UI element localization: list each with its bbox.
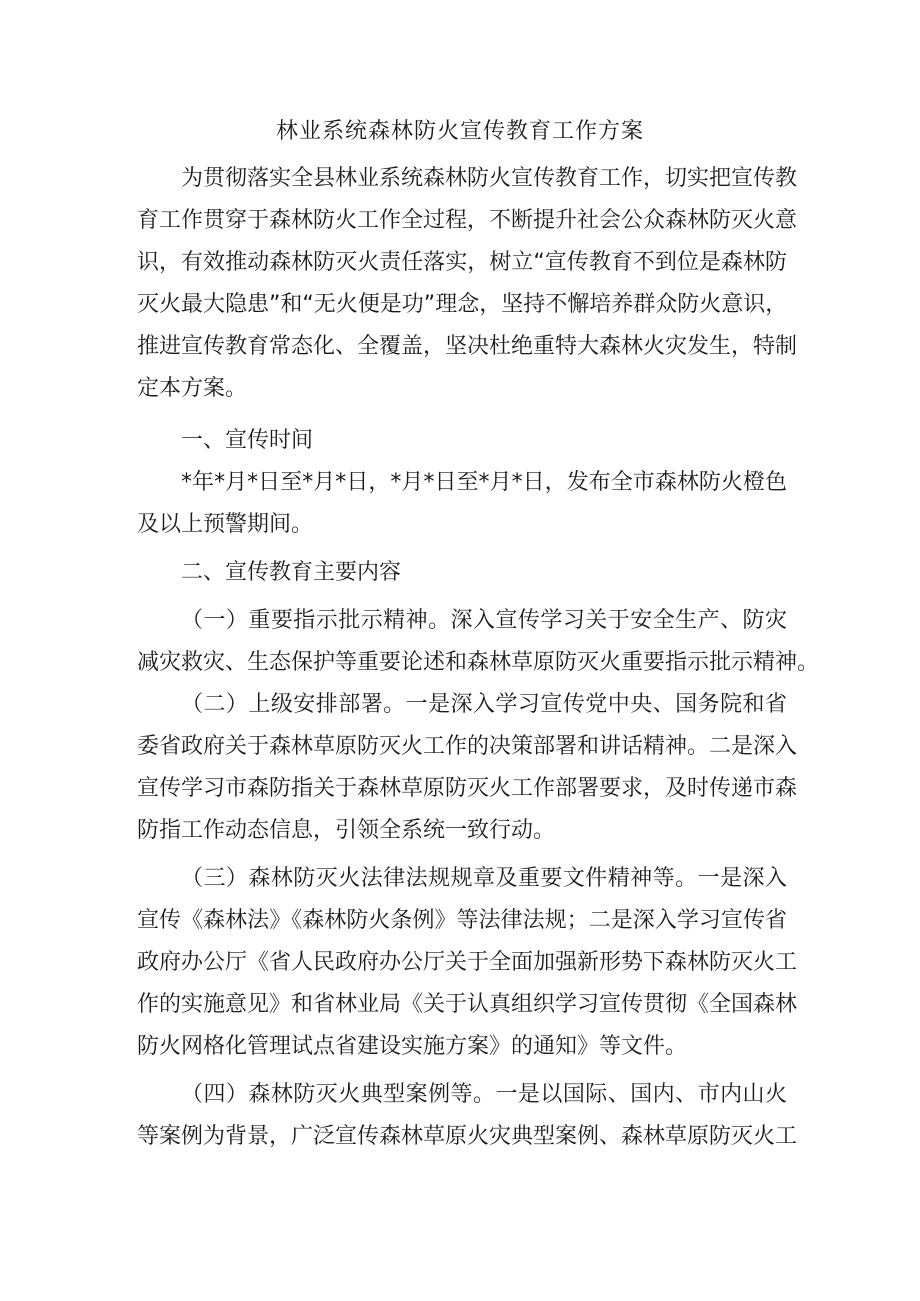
paragraph-line: 宣传学习市森防指关于森林草原防灭火工作部署要求，及时传递市森 [137,776,798,801]
paragraph-line: 及以上预警期间。 [137,512,314,537]
paragraph-line: 防火网格化管理试点省建设实施方案》的通知》等文件。 [137,1034,688,1059]
paragraph-line: 防指工作动态信息，引领全系统一致行动。 [137,818,556,843]
paragraph-line: 推进宣传教育常态化、全覆盖，坚决杜绝重特大森林火灾发生，特制 [137,334,798,359]
paragraph-line: （三）森林防灭火法律法规规章及重要文件精神等。一是深入 [181,866,787,891]
paragraph-line: 育工作贯穿于森林防火工作全过程，不断提升社会公众森林防灭火意 [137,208,798,233]
section-heading: 一、宣传时间 [181,428,314,453]
paragraph-line: （一）重要指示批示精神。深入宣传学习关于安全生产、防灾 [181,608,787,633]
paragraph-line: 减灾救灾、生态保护等重要论述和森林草原防灭火重要指示批示精神。 [137,650,820,675]
paragraph-line: 委省政府关于森林草原防灭火工作的决策部署和讲话精神。二是深入 [137,734,798,759]
paragraph-line: 作的实施意见》和省林业局《关于认真组织学习宣传贯彻《全国森林 [137,992,798,1017]
paragraph-line: 定本方案。 [137,376,248,401]
paragraph-line: *年*月*日至*月*日，*月*日至*月*日，发布全市森林防火橙色 [181,470,787,495]
section-heading: 二、宣传教育主要内容 [181,560,402,585]
paragraph-line: （四）森林防灭火典型案例等。一是以国际、国内、市内山火 [181,1082,787,1107]
paragraph-line: 政府办公厅《省人民政府办公厅关于全面加强新形势下森林防灭火工 [137,950,798,975]
paragraph-line: 灭火最大隐患”和“无火便是功”理念，坚持不懈培养群众防火意识， [137,292,788,317]
paragraph-line: （二）上级安排部署。一是深入学习宣传党中央、国务院和省 [181,692,787,717]
paragraph-line: 为贯彻落实全县林业系统森林防火宣传教育工作，切实把宣传教 [181,166,798,191]
paragraph-line: 宣传《森林法》《森林防火条例》等法律法规；二是深入学习宣传省 [137,908,787,933]
document-title: 林业系统森林防火宣传教育工作方案 [275,119,644,144]
paragraph-line: 识，有效推动森林防灭火责任落实，树立“宣传教育不到位是森林防 [137,250,787,275]
paragraph-line: 等案例为背景，广泛宣传森林草原火灾典型案例、森林草原防灭火工 [137,1124,798,1149]
